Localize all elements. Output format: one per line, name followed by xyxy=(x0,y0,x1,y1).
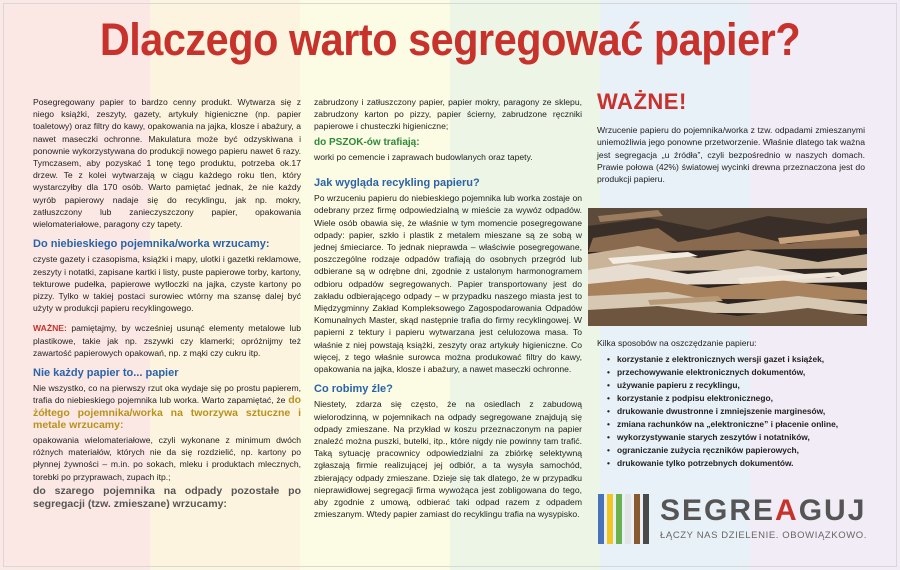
important-label: WAŻNE: xyxy=(33,323,67,334)
grey-bin-heading: do szarego pojemnika na odpady pozostałe po segregacji (tzw. zmieszane) wrzucamy: xyxy=(33,484,301,510)
logo-wordmark: SEGREAGUJ xyxy=(660,494,867,527)
tips-section xyxy=(597,337,872,470)
intro-paragraph: Posegregowany papier to bardzo cenny produkt. Wytwarza się z niego książki, zeszyty, gazety, artykuły higieniczne (np. papier toaletowy) oraz filtry do kawy, opakowania na jajka, klosze i abażury, a nawet maseczki ochronne. Makulatura może być odzyskiwana i ponownie wykorzystywana do produkcji nowego papieru nawet 6 razy. Tymczasem, aby pozyskać 1 tonę tego produktu, potrzeba ok.17 drzew. Te z kolei wytwarzają w ciągu każdego roku tlen, który wystarczyłby dla 170 osób. Warto pamiętać jednak, że nie każdy wyrób papierowy nadaje się do recyklingu, jak np. mokry, zatłuszczony lub zanieczyszczony papier, opakowania wielomateriałowe, paragony czy tapety. xyxy=(33,97,301,230)
not-all-paper-heading: Nie każdy papier to... papier xyxy=(33,367,179,380)
grey-bin-text: zabrudzony i zatłuszczony papier, papier mokry, paragony ze sklepu, zabrudzony karton po pizzy, papier ścierny, zabrudzone ręczniki papierowe i chusteczki higieniczne; xyxy=(314,97,582,132)
important-paragraph xyxy=(33,322,301,359)
list-item: • wykorzystywanie starych zeszytów i notatników, xyxy=(607,431,872,444)
logo-bar-green xyxy=(616,494,622,544)
logo-bar-black xyxy=(643,494,649,544)
list-item: • korzystanie z podpisu elektronicznego, xyxy=(607,392,872,405)
column-2 xyxy=(314,96,582,527)
pszok-text: worki po cemencie i zaprawach budowlanych oraz tapety. xyxy=(314,151,533,162)
list-item: • korzystanie z elektronicznych wersji gazet i książek, xyxy=(607,353,872,366)
logo-bar-white xyxy=(625,494,631,544)
important-heading: WAŻNE! xyxy=(597,89,687,114)
page-title: Dlaczego warto segregować papier? xyxy=(99,14,801,65)
list-item: • przechowywanie elektronicznych dokumentów, xyxy=(607,366,872,379)
recycling-text: Po wrzuceniu papieru do niebieskiego pojemnika lub worka zostaje on odebrany przez firmę odpowiedzialną w mieście za wywóz odpadów. Wiele osób obawia się, że właśnie w tym momencie posegregowane odpady: papier, szkło i plastik z metalem mieszane są ze sobą w jednej śmieciarce. To jednak nieprawda – właściwie posegregowane, poszczególne rodzaje odpadów trafiają do osobnych przegród lub odbierane są w odrębne dni, zgodnie z ustalonym harmonogramem odbioru odpadów segregowanych. Papier transportowany jest do zakładu odbierającego odpady – w przypadku naszego miasta jest to Międzygminny Zakład Kompleksowego Zagospodarowania Odpadów Komunalnych Master, skąd następnie trafia do firmy recyklingowej. W papierni z tektury i papieru wytwarzana jest celulozowa masa. To właśnie z niej powstają książki, zeszyty oraz artykuły higieniczne. Co więcej, z tego właśnie surowca można produkować filtry do kawy, opakowania na jajka, klosze i abażury, a nawet maseczki ochronne. xyxy=(314,193,582,375)
not-all-paper-paragraph xyxy=(33,382,301,431)
list-item: • używanie papieru z recyklingu, xyxy=(607,379,872,392)
important-note: Wrzucenie papieru do pojemnika/worka z tzw. odpadami zmieszanymi uniemożliwia jego ponowne przetworzenie. Właśnie dlatego tak ważna jest segregacja „u źródła”, czyli bezpośrednio w naszych domach. Prawie połowa (42%) światowej wycinki drewna przeznaczona jest do produkcji papieru. xyxy=(597,125,865,185)
pszok-heading: do PSZOK-ów trafiają: xyxy=(314,136,420,148)
blue-bin-text: czyste gazety i czasopisma, książki i mapy, ulotki i gazetki reklamowe, zeszyty i notatki, zapisane kartki i listy, puste papierowe torby, kartony, tekturowe pudełka, papierowe wytłoczki na jajka, czyste kartony po pizzy. Tylko w takiej postaci surowiec wtórny ma szansę dalej być użyty w produkcji papieru recyklingowego. xyxy=(33,254,301,314)
tips-intro: Kilka sposobów na oszczędzanie papieru: xyxy=(597,338,757,348)
column-3 xyxy=(597,89,865,191)
recycling-heading: Jak wygląda recykling papieru? xyxy=(314,177,480,190)
list-item: • zmiana rachunków na „elektroniczne” i płacenie online, xyxy=(607,418,872,431)
logo-bar-brown xyxy=(634,494,640,544)
yellow-bin-heading: do żółtego pojemnika/worka na tworzywa sztuczne i metale wrzucamy: xyxy=(33,394,302,431)
column-1 xyxy=(33,96,301,511)
logo-tagline: ŁĄCZY NAS DZIELENIE. OBOWIĄZKOWO. xyxy=(660,530,868,541)
list-item: • drukowanie tylko potrzebnych dokumentów. xyxy=(607,457,872,470)
logo-bar-blue xyxy=(598,494,604,544)
blue-bin-heading: Do niebieskiego pojemnika/worka wrzucamy: xyxy=(33,238,270,251)
mistakes-heading: Co robimy źle? xyxy=(314,383,393,396)
not-all-paper-text: Nie wszystko, co na pierwszy rzut oka wydaje się po prostu papierem, trafia do niebieskiego pojemnika lub worka. Warto zapamiętać, że xyxy=(33,383,301,406)
list-item: • ograniczanie zużycia ręczników papierowych, xyxy=(607,444,872,457)
tips-list xyxy=(607,353,872,470)
paper-stacks-photo xyxy=(588,208,867,326)
segreguj-logo xyxy=(598,494,868,544)
mistakes-text: Niestety, zdarza się często, że na osiedlach z zabudową wielorodzinną, w pojemnikach na odpady segregowane znajdują się odpady zmieszane. Na przykład w koszu przeznaczonym na papier znaleźć można puszki, butelki, itp., które nigdy nie powinny tam trafić. Taką sytuację pracownicy odpowiedzialni za zbiórkę selektywną zgłaszają firmie realizującej jej odbiór, a ta wysyła samochód, zbierający odpady zmieszane. Dzieje się tak dlatego, że w przypadku nieprawidłowej segregacji firma wywożąca jest zobligowana do tego, aby zgodnie z umową, odbierać taki odpad razem z odpadem zmieszanym. Wtedy papier zamiast do recyklingu trafia na wysypisko. xyxy=(314,399,582,520)
yellow-bin-text: opakowania wielomateriałowe, czyli wykonane z minimum dwóch różnych materiałów, których nie da się rozdzielić, np. kartony po płynnej żywności – m.in. po sokach, mleku i produktach mlecznych, torebki po przyprawach, zupach itp.; xyxy=(33,435,301,482)
important-text: pamiętajmy, by wcześniej usunąć elementy metalowe lub plastikowe, takie jak np. zszywki czy klamerki; opróżnijmy też zawartość papierowych opakowań, np. z mąki czy cukru itp. xyxy=(33,323,301,358)
logo-bar-yellow xyxy=(607,494,613,544)
list-item: • drukowanie dwustronne i zmniejszenie marginesów, xyxy=(607,405,872,418)
